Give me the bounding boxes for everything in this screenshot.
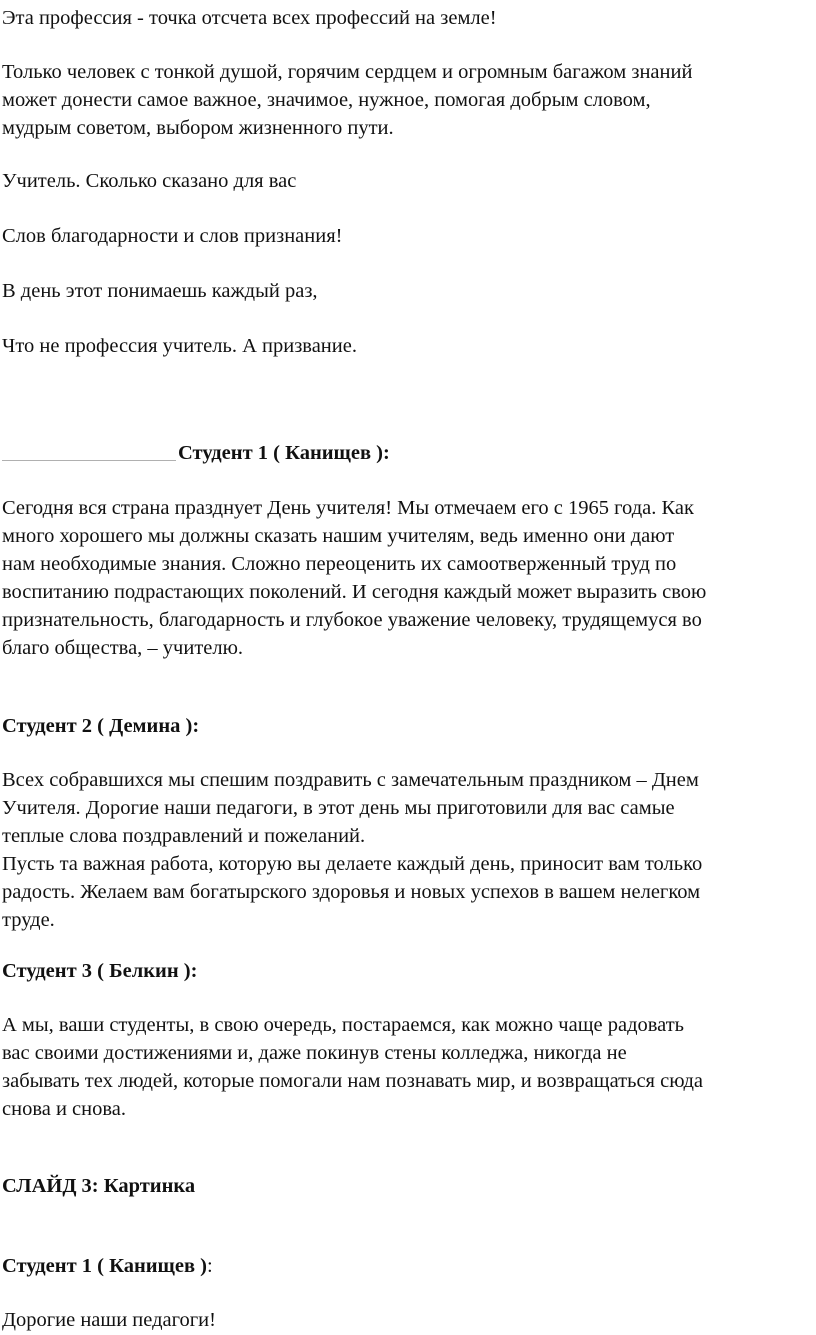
speech-line: радость. Желаем вам богатырского здоровья и новых успехов в вашем нелегком: [2, 881, 701, 903]
speech-line: Пусть та важная работа, которую вы делаете каждый день, приносит вам только: [2, 853, 703, 875]
speech-line: вас своими достижениями и, даже покинув стены колледжа, никогда не: [2, 1042, 627, 1064]
speech-line: Учителя. Дорогие наши педагоги, в этот день мы приготовили для вас самые: [2, 797, 675, 819]
speech-line: благо общества, – учителю.: [2, 637, 244, 659]
intro-paragraph-line: Только человек с тонкой душой, горячим сердцем и огромным багажом знаний: [2, 61, 693, 83]
speech-line: теплые слова поздравлений и пожеланий.: [2, 825, 366, 847]
poem-line: Что не профессия учитель. А призвание.: [2, 335, 357, 357]
student3-speech: [2, 1011, 814, 1123]
intro-paragraph-line: мудрым советом, выбором жизненного пути.: [2, 117, 394, 139]
student1b-speech: Дорогие наши педагоги!: [2, 1309, 216, 1331]
speech-line: нам необходимые знания. Сложно переоценить их самоотверженный труд по: [2, 553, 677, 575]
student1-heading: Студент 1 ( Канищев ):: [178, 442, 390, 464]
speech-line: воспитанию подрастающих поколений. И сегодня каждый может выразить свою: [2, 581, 707, 603]
intro-paragraph-line: может донести самое важное, значимое, нужное, помогая добрым словом,: [2, 89, 651, 111]
speech-line: Сегодня вся страна празднует День учителя! Мы отмечаем его с 1965 года. Как: [2, 497, 694, 519]
speech-line: много хорошего мы должны сказать нашим учителям, ведь именно они дают: [2, 525, 675, 547]
student1b-heading: [2, 1252, 213, 1280]
student2-speech: [2, 766, 814, 934]
poem-line: В день этот понимаешь каждый раз,: [2, 280, 318, 302]
speech-line: признательность, благодарность и глубокое уважение человеку, трудящемуся во: [2, 609, 702, 631]
speech-line: А мы, ваши студенты, в свою очередь, постараемся, как можно чаще радовать: [2, 1014, 685, 1036]
intro-paragraph: [2, 58, 814, 142]
speech-line: Всех собравшихся мы спешим поздравить с замечательным праздником – Днем: [2, 769, 699, 791]
student1b-heading-name: Студент 1 ( Канищев ): [2, 1255, 207, 1277]
student1b-heading-colon: :: [207, 1255, 213, 1277]
student2-heading: Студент 2 ( Демина ):: [2, 715, 200, 737]
student1-speech: [2, 494, 814, 662]
slide3-heading: СЛАЙД 3: Картинка: [2, 1175, 196, 1197]
speech-line: забывать тех людей, которые помогали нам познавать мир, и возвращаться сюда: [2, 1070, 704, 1092]
speech-line: снова и снова.: [2, 1098, 127, 1120]
speech-line: труде.: [2, 909, 55, 931]
poem-line: Слов благодарности и слов признания!: [2, 225, 343, 247]
poem-line: Учитель. Сколько сказано для вас: [2, 170, 297, 192]
intro-line: Эта профессия - точка отсчета всех профессий на земле!: [2, 7, 497, 29]
footnote-separator-line: [2, 460, 176, 461]
student3-heading: Студент 3 ( Белкин ):: [2, 960, 198, 982]
